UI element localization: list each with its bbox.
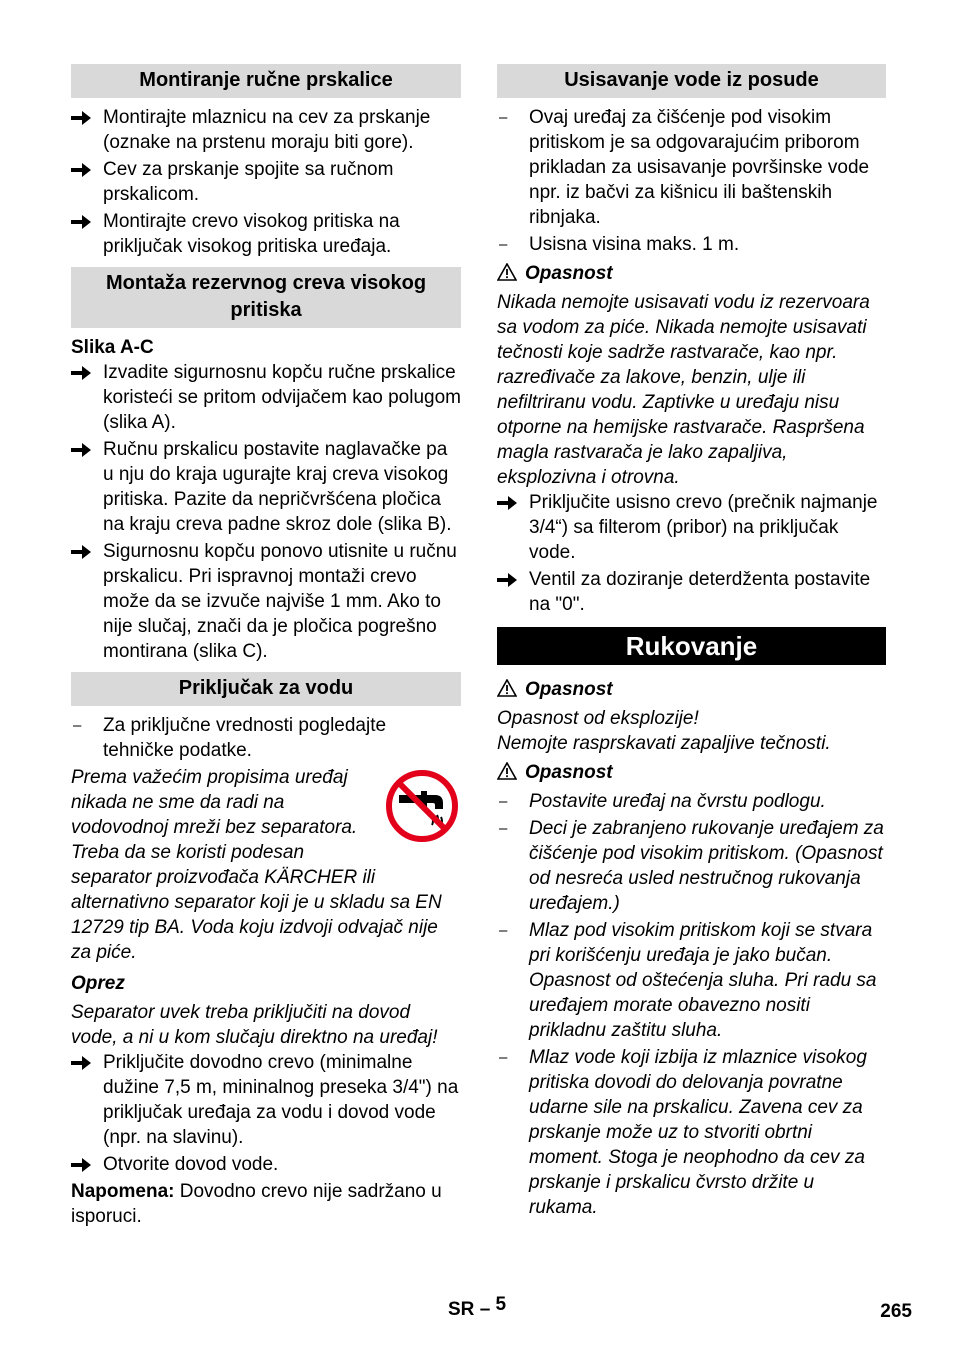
arrow-right-icon — [71, 443, 91, 457]
danger-text: Opasnost od eksplozije! — [497, 708, 699, 729]
arrow-right-icon — [71, 215, 91, 229]
step-item: Otvorite dovod vode. — [71, 1152, 461, 1177]
step-item: Sigurnosnu kopču ponovo utisnite u ručnu prskalicu. Pri ispravnoj montaži crevo može da se izvuče najviše 1 mm. Ako to nije slučaj, znači da je pločica pogrešno montirana (slika C). — [71, 539, 461, 664]
step-item: Montirajte mlaznicu na cev za prskanje (oznake na prstenu moraju biti gore). — [71, 105, 461, 155]
step-item: Ventil za doziranje deterdženta postavite na "0". — [497, 567, 886, 617]
section-heading-water: Priključak za vodu — [71, 672, 461, 706]
step-item: Montirajte crevo visokog pritiska na priključak visokog pritiska uređaja. — [71, 209, 461, 259]
dash-item: – Za priključne vrednosti pogledajte tehničke podatke. — [73, 715, 387, 761]
no-drinking-water-icon — [385, 769, 459, 843]
step-item: Cev za prskanje spojite sa ručnom prskalicom. — [71, 157, 461, 207]
step-item: Ručnu prskalicu postavite naglavačke pa u nju do kraja ugurajte kraj creva visokog pritiska. Pazite da nepričvršćena pločica na kraju creva padne skroz dole (slika B). — [71, 437, 461, 537]
warning-triangle-icon — [497, 762, 517, 780]
dash-item: – Postavite uređaj na čvrstu podlogu. — [499, 791, 826, 812]
arrow-right-icon — [497, 496, 517, 510]
section-heading-suction: Usisavanje vode iz posude — [497, 64, 886, 98]
arrow-right-icon — [71, 111, 91, 125]
right-column — [497, 64, 886, 1222]
arrow-right-icon — [497, 573, 517, 587]
dash-item: – Mlaz vode koji izbija iz mlaznice visokog pritiska dovodi do delovanja povratne udarne sile na prskalicu. Zavena cev za prskanje može uz to stvoriti obrtni moment. Stoga je neophodno da cev za prskanje i prskalicu čvrsto držite u rukama. — [499, 1047, 867, 1218]
danger-text: Nikada nemojte usisavati vodu iz rezervoara sa vodom za piće. Nikada nemojte usisavati tečnosti koje sadrže rastvarače, kao npr. razređivače za lakove, benzin, ulje ili nefiltriranu vodu. Zaptivke u uređaju nisu otporne na hemijske rastvarače. Raspršena magla rastvarača je lako zapaljiva, eksplozivna i otrovna. — [497, 292, 870, 488]
dash-item: – Mlaz pod visokim pritiskom koji se stvara pri korišćenju uređaja je jako bučan. Opasnost od oštećenja sluha. Pri radu sa uređajem morate obavezno nositi prikladnu zaštitu sluha. — [499, 920, 877, 1041]
dash-item: – Ovaj uređaj za čišćenje pod visokim pritiskom je sa odgovarajućim priborom prikladan za usisavanje površinske vode npr. iz bačvi za kišnicu ili baštenskih ribnjaka. — [499, 107, 870, 228]
step-item: Izvadite sigurnosnu kopču ručne prskalice koristeći se pritom odvijačem kao polugom (slika A). — [71, 360, 461, 435]
caution-text: Separator uvek treba priključiti na dovod vode, a ni u kom slučaju direktno na uređaj! — [71, 1002, 438, 1048]
page-number: 265 — [880, 1301, 912, 1322]
danger-heading: Opasnost — [497, 760, 886, 785]
danger-text: Nemojte rasprskavati zapaljive tečnosti. — [497, 733, 831, 754]
chapter-heading-operation: Rukovanje — [497, 627, 886, 665]
section-heading-handgun: Montiranje ručne prskalice — [71, 64, 461, 98]
warning-triangle-icon — [497, 263, 517, 281]
danger-heading: Opasnost — [497, 677, 886, 702]
left-column — [71, 64, 461, 1229]
figure-label: Slika A-C — [71, 337, 154, 358]
dash-item: – Usisna visina maks. 1 m. — [499, 234, 740, 255]
arrow-right-icon — [71, 163, 91, 177]
step-item: Priključite dovodno crevo (minimalne dužine 7,5 m, mininalnog preseka 3/4") na priključak uređaja za vodu i dovod vode (npr. na slavinu). — [71, 1050, 461, 1150]
arrow-right-icon — [71, 1158, 91, 1172]
dash-item: – Deci je zabranjeno rukovanje uređajem za čišćenje pod visokim pritiskom. (Opasnost od nesreća usled nestručnog rukovanja uređajem.) — [499, 818, 884, 914]
caution-label: Oprez — [71, 973, 125, 994]
arrow-right-icon — [71, 366, 91, 380]
arrow-right-icon — [71, 1056, 91, 1070]
danger-heading: Opasnost — [497, 261, 886, 286]
note-paragraph: Napomena: Dovodno crevo nije sadržano u isporuci. — [71, 1181, 442, 1227]
arrow-right-icon — [71, 545, 91, 559]
step-item: Priključite usisno crevo (prečnik najmanje 3/4“) sa filterom (pribor) na priključak vode. — [497, 490, 886, 565]
section-heading-hose: Montaža rezervnog creva visokog pritiska — [71, 267, 461, 328]
warning-triangle-icon — [497, 679, 517, 697]
footer-language-page: SR – 5 — [448, 1294, 507, 1320]
separator-note: Prema važećim propisima uređaj nikada ne sme da radi na vodovodnoj mreži bez separatora. Treba da se koristi podesan separator proizvođača KÄRCHER ili alternativno separator koji je u skladu sa EN 12729 tip BA. Voda koju izdvoji odvajač nije za piće. — [71, 765, 461, 965]
